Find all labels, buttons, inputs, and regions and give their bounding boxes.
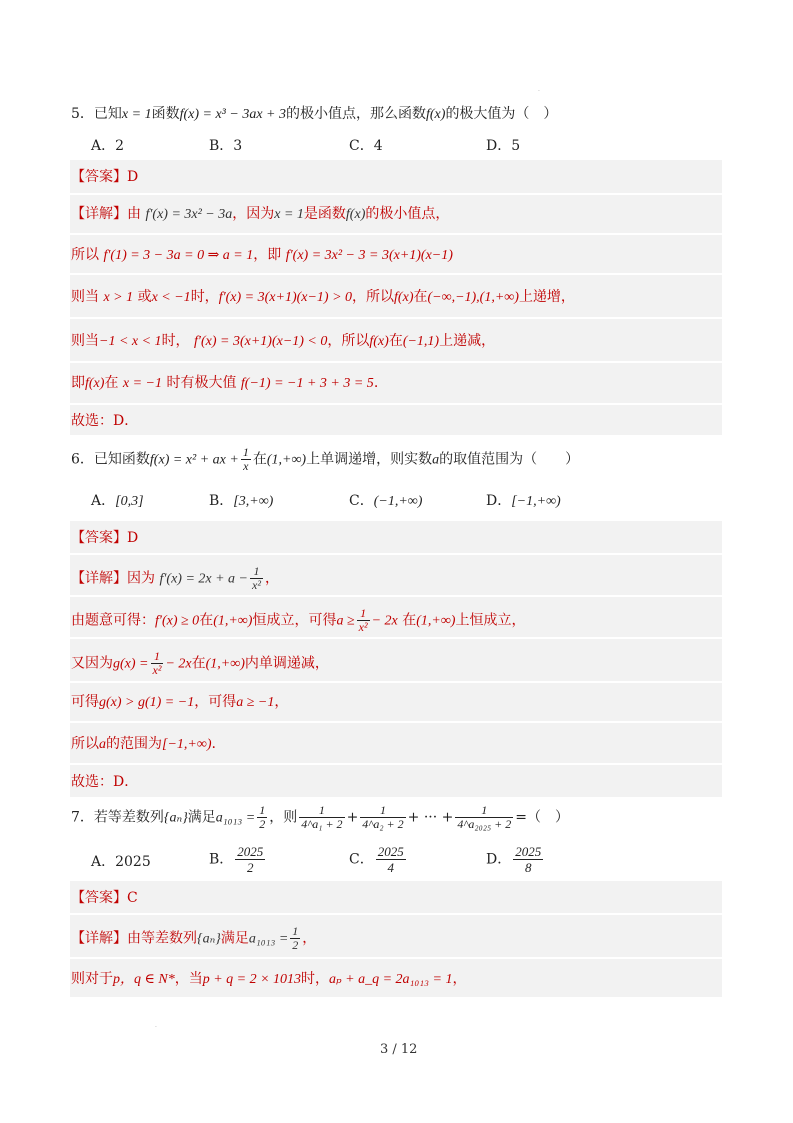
q5-detail-line-1: 【详解】由 f′(x) = 3x² − 3a，因为x = 1是函数f(x)的极小值点， [71,206,450,222]
q6-detail-line-4: 可得g(x) > g(1) = −1，可得a ≥ −1， [71,694,289,710]
q7-stem: 7．若等差数列{aₙ}满足a₁₀₁₃ = $\frac{1}{2}$ ，则 $\frac{1}{\text{4\textasciicircum{}a₁ + 2}}$ + $\frac{1}{\text{4\textasciicircum{}a₂ + 2}}$ + ··· + $\frac{1}{\text{4\textasciicircum{}a₂₀₂₅ + 2}}$ =（ ） [71,803,569,831]
q7-answer-band [70,881,722,913]
q5-option-c: C．4 [349,138,383,154]
q7-option-d: D． $\frac{2025}{8}$ [486,844,542,875]
q5-answer: 【答案】D [71,169,139,185]
q6-detail-line-2: 由题意可得：f′(x) ≥ 0在(1,+∞)恒成立，可得a ≥ $\frac{1}{\text{x²}}$ − 2x 在(1,+∞)上恒成立， [71,606,526,634]
q6-detail-band-6 [70,765,722,797]
q7-detail-line-2: 则对于p，q ∈ N*，当p + q = 2 × 1013时，aₚ + a_q = 2a₁₀₁₃ = 1， [71,971,467,987]
q7-option-c: C． $\frac{2025}{4}$ [349,844,404,875]
scan-dot: · [538,88,540,95]
q6-option-b: B．[3,+∞) [209,493,274,509]
q6-stem: 6．已知函数f(x) = x² + ax + $\frac{1}{x}$ 在(1,+∞)上单调递增，则实数a的取值范围为（ ） [71,445,580,473]
q7-option-a: A．2025 [91,854,151,870]
q5-detail-band-6 [70,405,722,435]
q6-detail-line-3: 又因为g(x) = $\frac{1}{\text{x²}}$ − 2x在(1,+∞)内单调递减， [71,649,329,677]
q7-answer: 【答案】C [71,890,138,906]
q5-detail-line-2: 所以 f′(1) = 3 − 3a = 0 ⇒ a = 1，即 f′(x) = 3x² − 3 = 3(x+1)(x−1) [71,247,453,263]
q5-option-b: B．3 [209,138,243,154]
q6-answer: 【答案】D [71,530,139,546]
q5-stem: 5．已知x = 1函数f(x) = x³ − 3ax + 3的极小值点，那么函数f(x)的极大值为（ ） [71,106,558,122]
q6-detail-line-1: 【详解】因为 f′(x) = 2x + a − $\frac{1}{\text{x²}}$ ， [71,564,279,592]
q7-detail-line-1: 【详解】由等差数列{aₙ}满足a₁₀₁₃ = $\frac{1}{2}$ ， [71,924,317,952]
q5-option-a: A．2 [91,138,125,154]
page-number: 3 / 12 [380,1042,418,1057]
q5-detail-line-6: 故选：D． [71,413,139,429]
q6-detail-line-5: 所以a的范围为[−1,+∞). [71,736,216,752]
q6-option-a: A．[0,3] [91,493,144,509]
scan-dot: · [155,1024,157,1031]
q6-answer-band [70,521,722,553]
q6-option-d: D．[−1,+∞) [486,493,561,509]
q6-option-c: C．(−1,+∞) [349,493,423,509]
q6-detail-line-6: 故选：D． [71,774,139,790]
q5-detail-line-4: 则当−1 < x < 1时， f′(x) = 3(x+1)(x−1) < 0，所以f(x)在(−1,1)上递减， [71,333,496,349]
q5-option-d: D．5 [486,138,521,154]
q5-detail-line-5: 即f(x)在 x = −1 时有极大值 f(−1) = −1 + 3 + 3 = 5. [71,375,379,391]
q5-detail-line-3: 则当 x > 1 或x < −1时，f′(x) = 3(x+1)(x−1) > 0，所以f(x)在(−∞,−1),(1,+∞)上递增， [71,289,575,305]
q7-option-b: B． $\frac{2025}{2}$ [209,844,264,875]
q5-answer-band [70,160,722,193]
